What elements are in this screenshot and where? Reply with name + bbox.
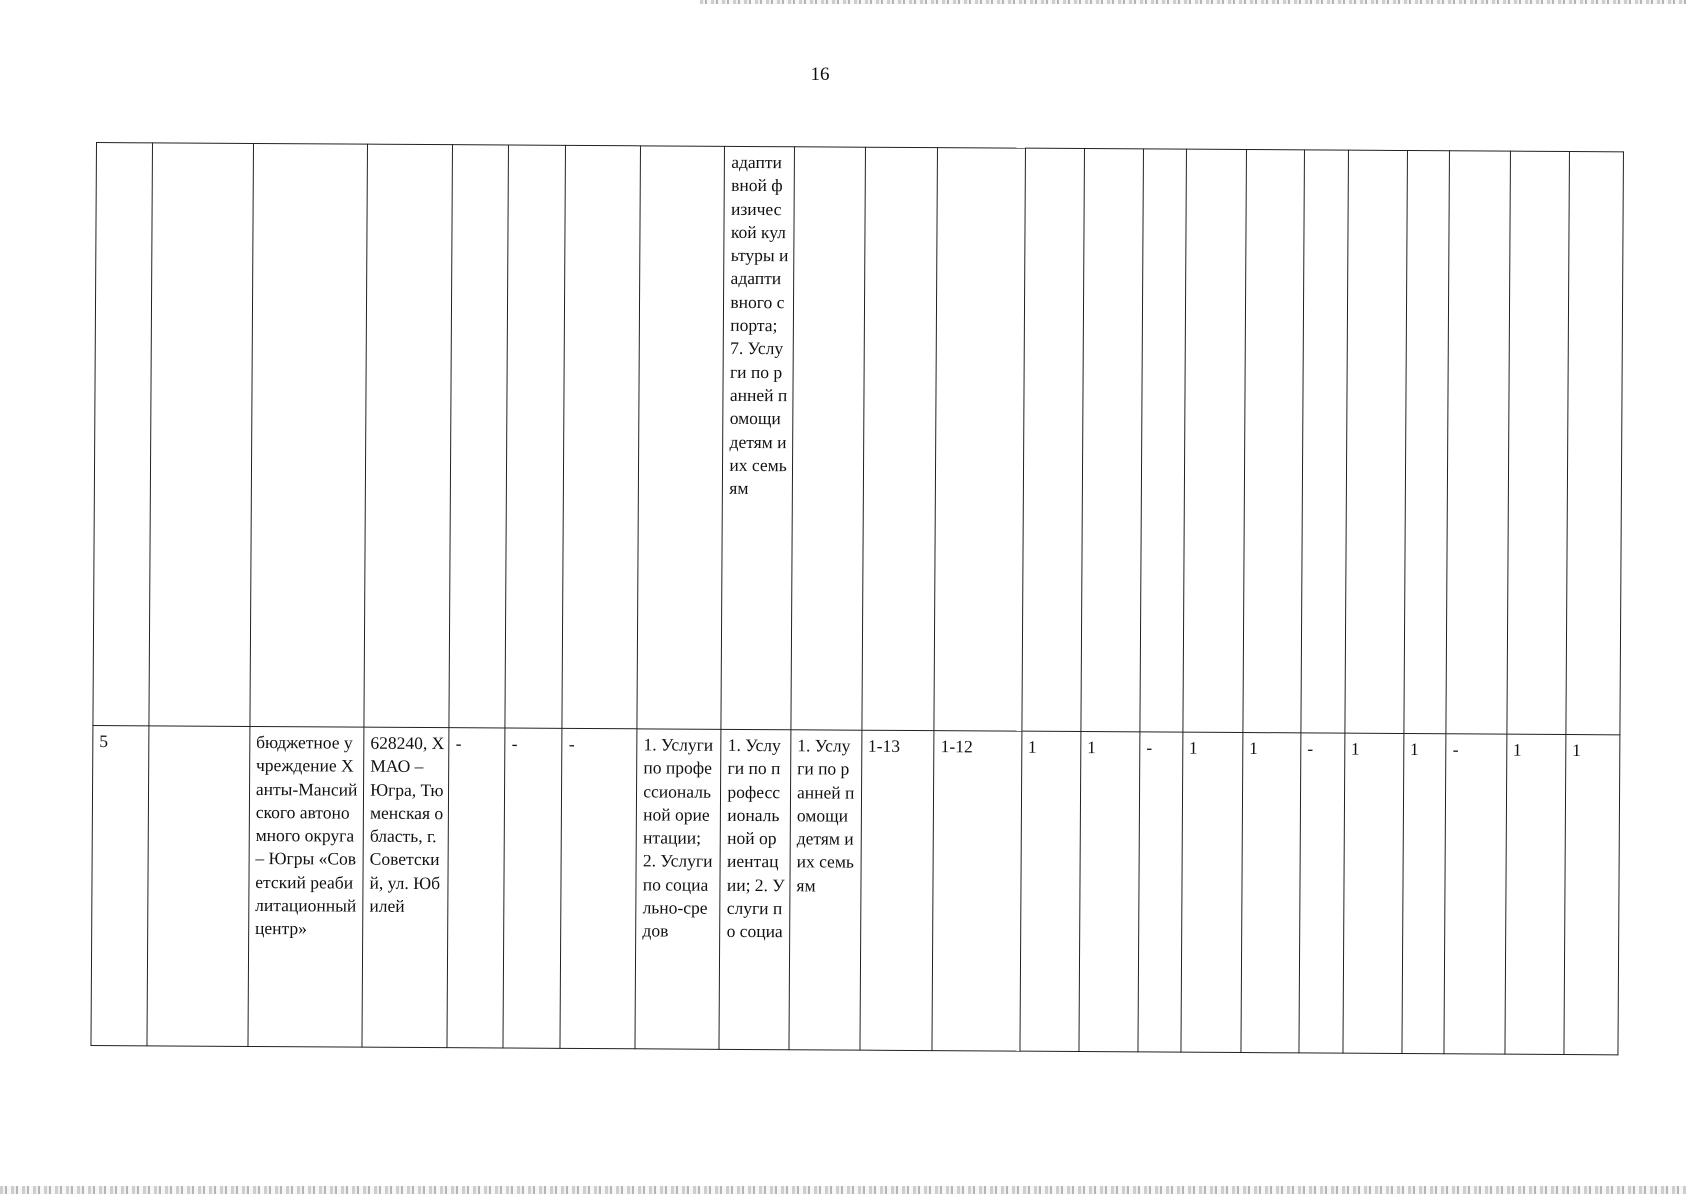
cell-col3: - — [560, 728, 637, 1048]
scan-artifact-bottom — [0, 1186, 1686, 1194]
cell-v9-cont — [1446, 151, 1510, 734]
cell-num-cont — [93, 143, 153, 726]
scan-artifact-top — [700, 0, 1686, 4]
cell-col2: - — [503, 728, 562, 1048]
cell-col1: - — [447, 728, 505, 1048]
cell-range-b: 1-12 — [932, 731, 1021, 1052]
cell-v4: 1 — [1181, 732, 1243, 1052]
services-a-text: 1. Услуги по профессиональной ориентации; 2. Услуги по социально-средов — [642, 734, 714, 941]
cell-services-c-cont — [791, 147, 865, 730]
cell-v1-cont — [1021, 148, 1084, 731]
cell-v11: 1 — [1564, 734, 1620, 1054]
services-continuation-text: адаптивной физической культуры и адаптивного спорта; 7. Услуги по ранней помощи детям и их семьям — [729, 151, 789, 499]
cell-col2-cont — [505, 145, 566, 728]
cell-v9: - — [1444, 734, 1506, 1054]
cell-v2: 1 — [1079, 732, 1140, 1052]
cell-v11-cont — [1566, 151, 1624, 734]
cell-v5: 1 — [1241, 733, 1301, 1053]
cell-v8: 1 — [1402, 733, 1447, 1053]
cell-services-a — [635, 729, 721, 1050]
cell-v3: - — [1138, 732, 1183, 1052]
services-c-text: 1. Услуги по ранней помощи детям и их семьям — [796, 735, 855, 896]
cell-range-a-cont — [862, 147, 938, 730]
cell-col1-cont — [449, 145, 509, 728]
cell-range-a: 1-13 — [860, 730, 935, 1050]
cell-v4-cont — [1182, 149, 1246, 732]
cell-v3-cont — [1140, 149, 1186, 732]
cell-blank — [147, 726, 250, 1047]
address-text: 628240, ХМАО – Югра, Тюменская область, г. Советский, ул. Юбилей — [369, 732, 445, 916]
table-row-continuation — [93, 143, 1624, 735]
cell-services-b-cont — [721, 146, 794, 729]
table-row-5 — [91, 725, 1620, 1054]
cell-v7: 1 — [1343, 733, 1404, 1053]
cell-org-name-cont — [250, 143, 368, 727]
cell-services-a-cont — [637, 146, 725, 730]
register-table — [90, 142, 1623, 1055]
cell-services-c — [789, 730, 862, 1050]
org-name-text: бюджетное учреждение Ханты-Мансийского автономного округа – Югры «Советский реабилитационный центр» — [254, 731, 358, 939]
cell-range-b-cont — [934, 148, 1025, 732]
cell-v10: 1 — [1505, 734, 1566, 1054]
cell-v1: 1 — [1020, 731, 1081, 1051]
cell-v2-cont — [1081, 149, 1144, 732]
cell-address-cont — [364, 144, 453, 728]
cell-v8-cont — [1404, 151, 1450, 734]
cell-v6: - — [1299, 733, 1345, 1053]
cell-address — [362, 727, 449, 1048]
page-number: 16 — [810, 64, 830, 85]
cell-v6-cont — [1301, 150, 1348, 733]
services-b-text: 1. Услуги по профессиональной ориентации; 2. Услуги по социа — [726, 734, 785, 942]
cell-col3-cont — [562, 145, 640, 728]
cell-blank-cont — [149, 143, 253, 727]
cell-org-name — [248, 726, 364, 1047]
cell-v10-cont — [1507, 151, 1570, 734]
cell-v7-cont — [1344, 150, 1407, 733]
cell-v5-cont — [1243, 150, 1305, 733]
cell-services-b — [719, 729, 791, 1049]
cell-num: 5 — [91, 725, 149, 1045]
